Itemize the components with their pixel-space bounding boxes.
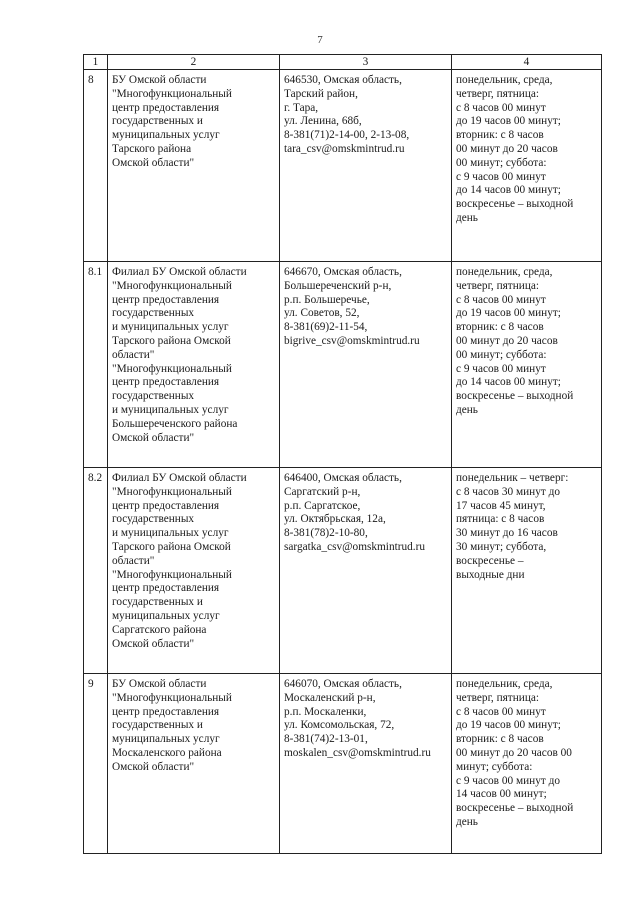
organization-name-line: области" <box>112 348 155 361</box>
address-line: Большереченский р-н, <box>284 279 392 292</box>
organization-name-line: муниципальных услуг <box>112 733 220 746</box>
organization-name-line: Большереченского района <box>112 417 238 430</box>
organization-name-line: государственных <box>112 513 195 526</box>
organization-name-line: государственных <box>112 390 195 403</box>
row-number: 8.1 <box>84 262 108 468</box>
organization-name-line: государственных <box>112 307 195 320</box>
organization-name-line: и муниципальных услуг <box>112 321 229 334</box>
organization-name-line: Омской области" <box>112 637 195 650</box>
organization-name-line: центр предоставления <box>112 499 220 512</box>
address-line: 646530, Омская область, <box>284 74 402 86</box>
schedule-line: воскресенье – выходной <box>456 390 574 403</box>
organization-name-line: "Многофункциональный <box>112 485 232 498</box>
schedule-line: 30 минут; суббота, <box>456 540 547 553</box>
address-line: 8-381(74)2-13-01, <box>284 733 368 746</box>
organization-name-line: Тарского района Омской <box>112 540 231 553</box>
schedule-line: 00 минут; суббота: <box>456 156 547 169</box>
organization-name-line: центр предоставления <box>112 293 220 306</box>
organization-name-line: области" <box>112 554 155 567</box>
schedule-line: вторник: с 8 часов <box>456 129 544 142</box>
organization-name-line: муниципальных услуг <box>112 609 220 622</box>
address-line: р.п. Саргатское, <box>284 499 361 512</box>
organization-name-line: государственных и <box>112 719 203 732</box>
organization-name-cell <box>108 674 280 854</box>
organization-name-line: центр предоставления <box>112 376 220 389</box>
organization-name-cell <box>108 262 280 468</box>
organization-name-line: Филиал БУ Омской области <box>112 472 247 484</box>
address-line: р.п. Москаленки, <box>284 705 367 718</box>
address-line: bigrive_csv@omskmintrud.ru <box>284 334 420 347</box>
schedule-line: с 8 часов 00 минут <box>456 101 546 114</box>
schedule-cell <box>452 70 602 262</box>
address-line: 646070, Омская область, <box>284 678 402 690</box>
schedule-line: до 19 часов 00 минут; <box>456 115 561 128</box>
schedule-line: понедельник, среда, <box>456 74 553 86</box>
address-line: Тарский район, <box>284 87 358 100</box>
table-row <box>84 674 602 854</box>
address-line: 8-381(78)2-10-80, <box>284 527 368 540</box>
schedule-line: понедельник, среда, <box>456 266 553 278</box>
organization-name-line: государственных и <box>112 596 203 609</box>
schedule-line: 00 минут до 20 часов <box>456 142 558 155</box>
address-line: 8-381(71)2-14-00, 2-13-08, <box>284 129 410 142</box>
organization-name-line: "Многофункциональный <box>112 87 232 100</box>
schedule-line: с 8 часов 00 минут <box>456 705 546 718</box>
schedule-line: вторник: с 8 часов <box>456 321 544 334</box>
schedule-line: 17 часов 45 минут, <box>456 499 546 512</box>
address-line: ул. Октябрьская, 12а, <box>284 513 386 526</box>
row-number: 8.2 <box>84 468 108 674</box>
address-line: ул. Комсомольская, 72, <box>284 719 395 732</box>
address-line: tara_csv@omskmintrud.ru <box>284 142 405 155</box>
schedule-cell <box>452 262 602 468</box>
schedule-line: вторник: с 8 часов <box>456 733 544 746</box>
address-line: ул. Ленина, 68б, <box>284 115 362 128</box>
organization-name-cell <box>108 468 280 674</box>
address-cell <box>280 468 452 674</box>
schedule-line: с 8 часов 30 минут до <box>456 485 560 498</box>
schedule-cell <box>452 674 602 854</box>
organization-name-line: БУ Омской области <box>112 74 207 86</box>
schedule-line: 30 минут до 16 часов <box>456 527 558 540</box>
schedule-line: 00 минут до 20 часов <box>456 334 558 347</box>
organization-name-line: и муниципальных услуг <box>112 527 229 540</box>
table-row <box>84 468 602 674</box>
organization-name-line: центр предоставления <box>112 101 220 114</box>
organization-name-line: и муниципальных услуг <box>112 403 229 416</box>
organization-name-line: "Многофункциональный <box>112 568 232 581</box>
organization-name-line: Саргатского района <box>112 623 207 636</box>
address-line: ул. Советов, 52, <box>284 307 360 320</box>
schedule-cell <box>452 468 602 674</box>
address-line: г. Тара, <box>284 101 319 114</box>
schedule-line: с 9 часов 00 минут <box>456 362 546 375</box>
organization-name-line: Омской области" <box>112 760 195 773</box>
schedule-line: понедельник – четверг: <box>456 472 569 484</box>
address-cell <box>280 674 452 854</box>
schedule-line: пятница: с 8 часов <box>456 513 545 526</box>
address-line: moskalen_csv@omskmintrud.ru <box>284 746 431 759</box>
organization-name-line: БУ Омской области <box>112 678 207 690</box>
table-header <box>84 55 602 70</box>
organization-name-line: государственных и <box>112 115 203 128</box>
schedule-line: до 19 часов 00 минут; <box>456 719 561 732</box>
address-line: Москаленский р-н, <box>284 691 376 704</box>
schedule-line: воскресенье – выходной <box>456 198 574 211</box>
organization-name-line: Тарского района Омской <box>112 334 231 347</box>
address-line: 646670, Омская область, <box>284 266 402 278</box>
address-cell <box>280 262 452 468</box>
table-row <box>84 262 602 468</box>
address-line: Саргатский р-н, <box>284 485 361 498</box>
header-col-2: 2 <box>108 55 280 70</box>
organization-name-line: Омской области" <box>112 431 195 444</box>
schedule-line: выходные дни <box>456 568 525 581</box>
schedule-line: день <box>456 815 478 828</box>
header-col-3: 3 <box>280 55 452 70</box>
schedule-line: воскресенье – <box>456 554 524 567</box>
organization-name-line: муниципальных услуг <box>112 129 220 142</box>
row-number: 9 <box>84 674 108 854</box>
header-col-4: 4 <box>452 55 602 70</box>
organization-name-line: Омской области" <box>112 156 195 169</box>
organization-name-line: центр предоставления <box>112 705 220 718</box>
address-line: р.п. Большеречье, <box>284 293 370 306</box>
page-number: 7 <box>317 34 323 46</box>
organization-name-cell <box>108 70 280 262</box>
address-cell <box>280 70 452 262</box>
organization-name-line: "Многофункциональный <box>112 279 232 292</box>
address-line: 646400, Омская область, <box>284 472 402 484</box>
schedule-line: минут; суббота: <box>456 760 533 773</box>
address-line: sargatka_csv@omskmintrud.ru <box>284 540 426 553</box>
schedule-line: с 8 часов 00 минут <box>456 293 546 306</box>
schedule-line: четверг, пятница: <box>456 279 540 292</box>
schedule-line: до 19 часов 00 минут; <box>456 307 561 320</box>
organization-name-line: центр предоставления <box>112 582 220 595</box>
schedule-line: с 9 часов 00 минут <box>456 170 546 183</box>
schedule-line: с 9 часов 00 минут до <box>456 774 560 787</box>
organization-name-line: "Многофункциональный <box>112 691 232 704</box>
schedule-line: 14 часов 00 минут; <box>456 788 547 801</box>
schedule-line: 00 минут; суббота: <box>456 348 547 361</box>
schedule-line: день <box>456 211 478 224</box>
organization-name-line: Москаленского района <box>112 746 222 759</box>
branches-table <box>83 54 602 854</box>
organization-name-line: Тарского района <box>112 142 192 155</box>
schedule-line: понедельник, среда, <box>456 678 553 690</box>
schedule-line: 00 минут до 20 часов 00 <box>456 746 572 759</box>
header-col-1: 1 <box>84 55 108 70</box>
row-number: 8 <box>84 70 108 262</box>
schedule-line: воскресенье – выходной <box>456 802 574 815</box>
schedule-line: четверг, пятница: <box>456 87 540 100</box>
table-row <box>84 70 602 262</box>
organization-name-line: "Многофункциональный <box>112 362 232 375</box>
schedule-line: до 14 часов 00 минут; <box>456 184 561 197</box>
schedule-line: день <box>456 403 478 416</box>
address-line: 8-381(69)2-11-54, <box>284 321 368 334</box>
organization-name-line: Филиал БУ Омской области <box>112 266 247 278</box>
schedule-line: до 14 часов 00 минут; <box>456 376 561 389</box>
schedule-line: четверг, пятница: <box>456 691 540 704</box>
